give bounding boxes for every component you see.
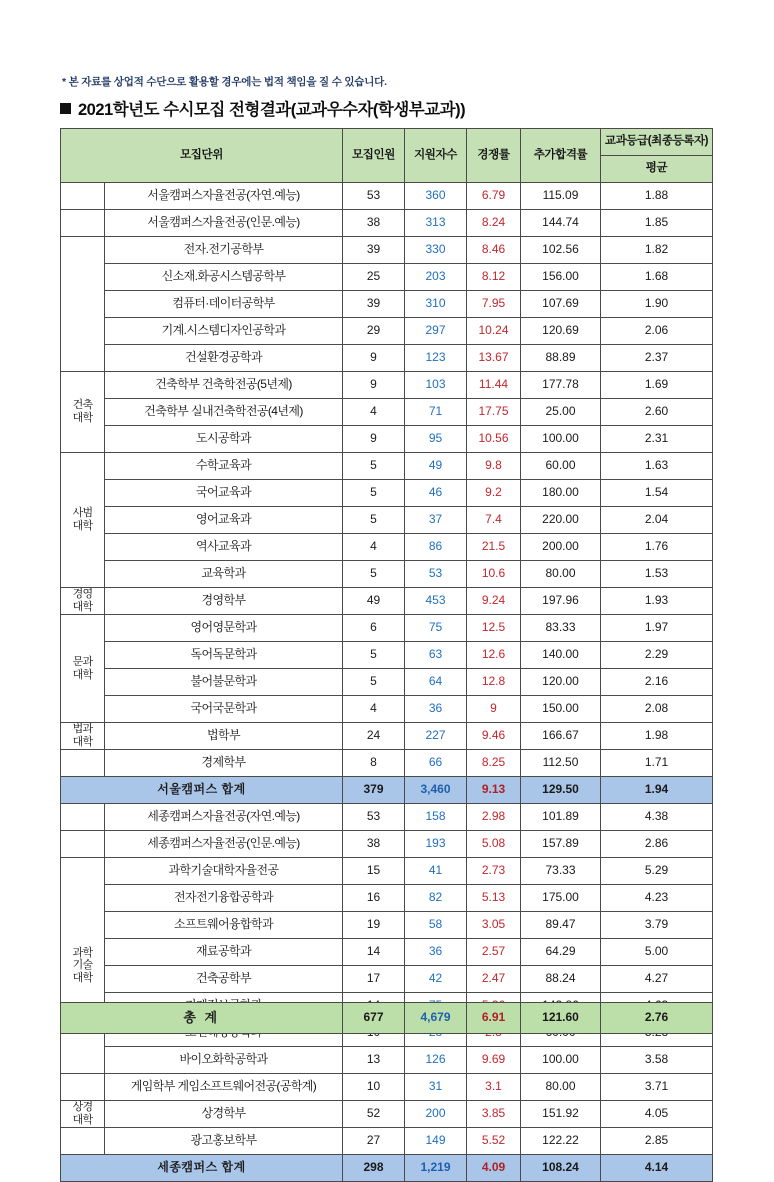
table-row [61,885,713,912]
applicants-cell: 31 [405,1074,467,1101]
grade-average-cell: 1.76 [601,534,713,561]
extra-pass-rate-cell: 89.47 [521,912,601,939]
quota-cell: 4 [343,534,405,561]
extra-pass-rate-cell: 144.74 [521,210,601,237]
competition-rate-cell: 10.24 [467,318,521,345]
competition-rate-cell: 3.85 [467,1101,521,1128]
table-row [61,210,713,237]
applicants-cell: 86 [405,534,467,561]
grade-average-cell: 2.04 [601,507,713,534]
grade-average-cell: 2.06 [601,318,713,345]
table-header [61,129,713,183]
quota-cell: 5 [343,669,405,696]
grade-average-cell: 4.14 [601,1155,713,1182]
grade-average-cell: 3.58 [601,1047,713,1074]
quota-cell: 8 [343,750,405,777]
competition-rate-cell: 8.24 [467,210,521,237]
grade-average-cell: 4.27 [601,966,713,993]
applicants-cell: 63 [405,642,467,669]
applicants-cell: 158 [405,804,467,831]
competition-rate-cell: 6.79 [467,183,521,210]
table-row [61,291,713,318]
table-row [61,939,713,966]
extra-pass-rate-cell: 140.00 [521,642,601,669]
column-header-grade-average: 평균 [601,156,713,183]
extra-pass-rate-cell: 80.00 [521,561,601,588]
college-group-cell: 과학 기술 대학 [61,858,105,1074]
extra-pass-rate-cell: 122.22 [521,1128,601,1155]
quota-cell: 49 [343,588,405,615]
college-group-cell [61,183,105,210]
extra-pass-rate-cell: 25.00 [521,399,601,426]
quota-cell: 25 [343,264,405,291]
grade-average-cell: 1.85 [601,210,713,237]
quota-cell: 53 [343,183,405,210]
competition-rate-cell: 12.8 [467,669,521,696]
quota-cell: 5 [343,480,405,507]
grade-average-cell: 1.97 [601,615,713,642]
campus-summary-label: 세종캠퍼스 합계 [61,1155,343,1182]
grade-average-cell: 1.88 [601,183,713,210]
competition-rate-cell: 2.98 [467,804,521,831]
grade-average-cell: 1.54 [601,480,713,507]
page-title [60,96,465,120]
major-name-cell: 상경학부 [105,1101,343,1128]
quota-cell: 24 [343,723,405,750]
major-name-cell: 경영학부 [105,588,343,615]
quota-cell: 9 [343,345,405,372]
quota-cell: 5 [343,507,405,534]
table-row [61,642,713,669]
major-name-cell: 신소재.화공시스템공학부 [105,264,343,291]
quota-cell: 5 [343,561,405,588]
table-row [61,480,713,507]
quota-cell: 5 [343,642,405,669]
quota-cell: 10 [343,1074,405,1101]
extra-pass-rate-cell: 60.00 [521,453,601,480]
competition-rate-cell: 9.46 [467,723,521,750]
grand-total-rate: 6.91 [467,1003,521,1034]
major-name-cell: 기계.시스템디자인공학과 [105,318,343,345]
column-header-grade-group: 교과등급(최종등록자) [601,129,713,156]
competition-rate-cell: 8.25 [467,750,521,777]
extra-pass-rate-cell: 73.33 [521,858,601,885]
major-name-cell: 세종캠퍼스자율전공(자연.예능) [105,804,343,831]
quota-cell: 27 [343,1128,405,1155]
applicants-cell: 193 [405,831,467,858]
quota-cell: 16 [343,885,405,912]
competition-rate-cell: 3.1 [467,1074,521,1101]
college-group-cell [61,750,105,777]
applicants-cell: 64 [405,669,467,696]
applicants-cell: 149 [405,1128,467,1155]
competition-rate-cell: 11.44 [467,372,521,399]
table-row [61,264,713,291]
grade-average-cell: 2.86 [601,831,713,858]
college-group-cell: 경영 대학 [61,588,105,615]
quota-cell: 4 [343,399,405,426]
applicants-cell: 310 [405,291,467,318]
major-name-cell: 재료공학과 [105,939,343,966]
quota-cell: 5 [343,453,405,480]
grade-average-cell: 4.38 [601,804,713,831]
major-name-cell: 게임학부 게임소프트웨어전공(공학계) [105,1074,343,1101]
grand-total-row [61,1003,713,1034]
grand-total-extra-pass: 121.60 [521,1003,601,1034]
applicants-cell: 41 [405,858,467,885]
page-title-text: 2021학년도 수시모집 전형결과(교과우수자(학생부교과)) [78,101,466,119]
quota-cell: 6 [343,615,405,642]
grade-average-cell: 5.29 [601,858,713,885]
column-header-unit: 모집단위 [61,129,343,183]
extra-pass-rate-cell: 88.24 [521,966,601,993]
major-name-cell: 건축공학부 [105,966,343,993]
major-name-cell: 서울캠퍼스자율전공(자연.예능) [105,183,343,210]
table-row [61,534,713,561]
competition-rate-cell: 2.73 [467,858,521,885]
major-name-cell: 건설환경공학과 [105,345,343,372]
table-row [61,318,713,345]
competition-rate-cell: 4.09 [467,1155,521,1182]
grand-total-table [60,1002,713,1034]
competition-rate-cell: 9 [467,696,521,723]
competition-rate-cell: 9.13 [467,777,521,804]
column-header-quota: 모집인원 [343,129,405,183]
quota-cell: 29 [343,318,405,345]
extra-pass-rate-cell: 157.89 [521,831,601,858]
major-name-cell: 역사교육과 [105,534,343,561]
competition-rate-cell: 12.6 [467,642,521,669]
applicants-cell: 126 [405,1047,467,1074]
applicants-cell: 3,460 [405,777,467,804]
major-name-cell: 경제학부 [105,750,343,777]
table-row [61,1101,713,1128]
grand-total-applicants: 4,679 [405,1003,467,1034]
extra-pass-rate-cell: 120.69 [521,318,601,345]
column-header-applicants: 지원자수 [405,129,467,183]
major-name-cell: 국어교육과 [105,480,343,507]
header-row-primary [61,129,713,156]
column-header-extra-pass: 추가합격률 [521,129,601,183]
applicants-cell: 1,219 [405,1155,467,1182]
quota-cell: 15 [343,858,405,885]
competition-rate-cell: 9.8 [467,453,521,480]
quota-cell: 9 [343,426,405,453]
table-row [61,723,713,750]
table-row [61,966,713,993]
table-row [61,615,713,642]
grade-average-cell: 1.98 [601,723,713,750]
grade-average-cell: 5.00 [601,939,713,966]
extra-pass-rate-cell: 200.00 [521,534,601,561]
column-header-rate: 경쟁률 [467,129,521,183]
applicants-cell: 330 [405,237,467,264]
competition-rate-cell: 7.4 [467,507,521,534]
grade-average-cell: 2.37 [601,345,713,372]
extra-pass-rate-cell: 166.67 [521,723,601,750]
major-name-cell: 법학부 [105,723,343,750]
extra-pass-rate-cell: 180.00 [521,480,601,507]
major-name-cell: 컴퓨터·데이터공학부 [105,291,343,318]
college-group-cell: 문과 대학 [61,615,105,723]
extra-pass-rate-cell: 150.00 [521,696,601,723]
competition-rate-cell: 7.95 [467,291,521,318]
applicants-cell: 95 [405,426,467,453]
extra-pass-rate-cell: 102.56 [521,237,601,264]
extra-pass-rate-cell: 100.00 [521,1047,601,1074]
competition-rate-cell: 5.08 [467,831,521,858]
table-row [61,912,713,939]
major-name-cell: 전자전기융합공학과 [105,885,343,912]
table-row [61,1047,713,1074]
extra-pass-rate-cell: 112.50 [521,750,601,777]
competition-rate-cell: 8.46 [467,237,521,264]
major-name-cell: 도시공학과 [105,426,343,453]
college-group-cell [61,210,105,237]
competition-rate-cell: 9.2 [467,480,521,507]
applicants-cell: 123 [405,345,467,372]
extra-pass-rate-cell: 220.00 [521,507,601,534]
competition-rate-cell: 2.47 [467,966,521,993]
applicants-cell: 75 [405,615,467,642]
quota-cell: 13 [343,1047,405,1074]
college-group-cell [61,804,105,831]
grade-average-cell: 1.82 [601,237,713,264]
major-name-cell: 서울캠퍼스자율전공(인문.예능) [105,210,343,237]
competition-rate-cell: 5.52 [467,1128,521,1155]
quota-cell: 9 [343,372,405,399]
table-row [61,696,713,723]
extra-pass-rate-cell: 175.00 [521,885,601,912]
competition-rate-cell: 17.75 [467,399,521,426]
extra-pass-rate-cell: 156.00 [521,264,601,291]
major-name-cell: 불어불문학과 [105,669,343,696]
applicants-cell: 227 [405,723,467,750]
grade-average-cell: 3.71 [601,1074,713,1101]
campus-summary-label: 서울캠퍼스 합계 [61,777,343,804]
quota-cell: 52 [343,1101,405,1128]
competition-rate-cell: 13.67 [467,345,521,372]
extra-pass-rate-cell: 151.92 [521,1101,601,1128]
quota-cell: 38 [343,210,405,237]
table-row [61,1128,713,1155]
extra-pass-rate-cell: 83.33 [521,615,601,642]
table-row [61,372,713,399]
extra-pass-rate-cell: 80.00 [521,1074,601,1101]
competition-rate-cell: 9.24 [467,588,521,615]
grade-average-cell: 1.68 [601,264,713,291]
table-row [61,426,713,453]
competition-rate-cell: 9.69 [467,1047,521,1074]
quota-cell: 19 [343,912,405,939]
applicants-cell: 36 [405,939,467,966]
grade-average-cell: 1.93 [601,588,713,615]
extra-pass-rate-cell: 177.78 [521,372,601,399]
applicants-cell: 53 [405,561,467,588]
extra-pass-rate-cell: 101.89 [521,804,601,831]
grand-total-label: 총 계 [61,1003,343,1034]
extra-pass-rate-cell: 100.00 [521,426,601,453]
applicants-cell: 297 [405,318,467,345]
extra-pass-rate-cell: 197.96 [521,588,601,615]
major-name-cell: 전자.전기공학부 [105,237,343,264]
college-group-cell: 사범 대학 [61,453,105,588]
quota-cell: 14 [343,939,405,966]
legal-notice: * 본 자료를 상업적 수단으로 활용할 경우에는 법적 책임을 질 수 있습니다. [62,76,387,88]
table-row [61,831,713,858]
table-row [61,1074,713,1101]
major-name-cell: 영어영문학과 [105,615,343,642]
competition-rate-cell: 5.13 [467,885,521,912]
college-group-cell [61,1128,105,1155]
grade-average-cell: 2.29 [601,642,713,669]
applicants-cell: 49 [405,453,467,480]
quota-cell: 298 [343,1155,405,1182]
competition-rate-cell: 8.12 [467,264,521,291]
competition-rate-cell: 21.5 [467,534,521,561]
table-row [61,453,713,480]
major-name-cell: 건축학부 실내건축학전공(4년제) [105,399,343,426]
table-row [61,561,713,588]
extra-pass-rate-cell: 129.50 [521,777,601,804]
major-name-cell: 독어독문학과 [105,642,343,669]
college-group-cell [61,1074,105,1101]
competition-rate-cell: 3.05 [467,912,521,939]
campus-summary-row [61,777,713,804]
extra-pass-rate-cell: 107.69 [521,291,601,318]
grade-average-cell: 1.63 [601,453,713,480]
grade-average-cell: 2.85 [601,1128,713,1155]
applicants-cell: 58 [405,912,467,939]
competition-rate-cell: 12.5 [467,615,521,642]
major-name-cell: 광고홍보학부 [105,1128,343,1155]
competition-rate-cell: 10.6 [467,561,521,588]
major-name-cell: 국어국문학과 [105,696,343,723]
grade-average-cell: 2.60 [601,399,713,426]
table-row [61,804,713,831]
grade-average-cell: 3.79 [601,912,713,939]
extra-pass-rate-cell: 108.24 [521,1155,601,1182]
applicants-cell: 82 [405,885,467,912]
grade-average-cell: 2.08 [601,696,713,723]
extra-pass-rate-cell: 64.29 [521,939,601,966]
table-row [61,858,713,885]
major-name-cell: 교육학과 [105,561,343,588]
table-row [61,588,713,615]
table-row [61,669,713,696]
major-name-cell: 바이오화학공학과 [105,1047,343,1074]
college-group-cell: 상경 대학 [61,1101,105,1128]
major-name-cell: 소프트웨어융합학과 [105,912,343,939]
table-row [61,399,713,426]
quota-cell: 39 [343,237,405,264]
quota-cell: 17 [343,966,405,993]
major-name-cell: 수학교육과 [105,453,343,480]
applicants-cell: 453 [405,588,467,615]
college-group-cell: 건축 대학 [61,372,105,453]
applicants-cell: 46 [405,480,467,507]
quota-cell: 39 [343,291,405,318]
college-group-cell: 법과 대학 [61,723,105,750]
applicants-cell: 66 [405,750,467,777]
grade-average-cell: 2.31 [601,426,713,453]
quota-cell: 38 [343,831,405,858]
grade-average-cell: 4.23 [601,885,713,912]
grade-average-cell: 1.69 [601,372,713,399]
extra-pass-rate-cell: 88.89 [521,345,601,372]
grade-average-cell: 1.94 [601,777,713,804]
college-group-cell [61,831,105,858]
grade-average-cell: 4.05 [601,1101,713,1128]
quota-cell: 53 [343,804,405,831]
table-row [61,750,713,777]
college-group-cell [61,237,105,372]
competition-rate-cell: 10.56 [467,426,521,453]
major-name-cell: 세종캠퍼스자율전공(인문.예능) [105,831,343,858]
applicants-cell: 42 [405,966,467,993]
applicants-cell: 200 [405,1101,467,1128]
grand-total-grade: 2.76 [601,1003,713,1034]
grade-average-cell: 1.71 [601,750,713,777]
table-row [61,507,713,534]
grade-average-cell: 1.90 [601,291,713,318]
extra-pass-rate-cell: 115.09 [521,183,601,210]
competition-rate-cell: 2.57 [467,939,521,966]
table-row [61,345,713,372]
extra-pass-rate-cell: 120.00 [521,669,601,696]
grand-total-quota: 677 [343,1003,405,1034]
grade-average-cell: 2.16 [601,669,713,696]
table-row [61,183,713,210]
grade-average-cell: 1.53 [601,561,713,588]
major-name-cell: 건축학부 건축학전공(5년제) [105,372,343,399]
applicants-cell: 36 [405,696,467,723]
applicants-cell: 203 [405,264,467,291]
quota-cell: 4 [343,696,405,723]
applicants-cell: 103 [405,372,467,399]
square-bullet-icon [60,103,71,114]
major-name-cell: 영어교육과 [105,507,343,534]
major-name-cell: 과학기술대학자율전공 [105,858,343,885]
table-row [61,237,713,264]
applicants-cell: 37 [405,507,467,534]
applicants-cell: 71 [405,399,467,426]
applicants-cell: 313 [405,210,467,237]
quota-cell: 379 [343,777,405,804]
applicants-cell: 360 [405,183,467,210]
campus-summary-row [61,1155,713,1182]
